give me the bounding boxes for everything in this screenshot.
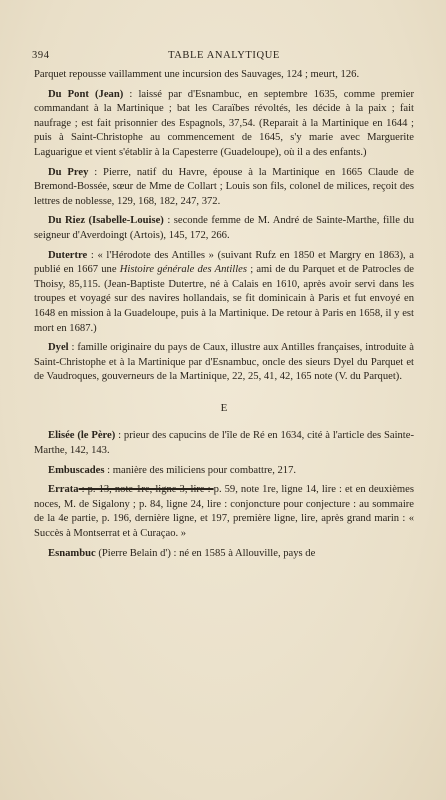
entry-text: : « l'Hérodote des Antilles » (suivant Rufz en 1850 et Margry en 1863), a publié en 1667 une <box>34 249 414 276</box>
page-header <box>32 50 416 64</box>
index-entry-dutertre <box>34 249 414 337</box>
struck-text: : p. 13, note 1re, ligne 3, lire : <box>78 484 214 496</box>
entry-italic-title: Histoire générale des Antilles <box>119 264 248 276</box>
index-entry-dyel <box>34 341 414 385</box>
entry-text: (Pierre Belain d') : né en 1585 à Allouville, pays de <box>95 547 316 559</box>
index-entry-du-prey <box>34 166 414 210</box>
entry-text: : famille originaire du pays de Caux, illustre aux Antilles françaises, introduite à Saint-Christophe et à la Martinique par d'Esnambuc, oncle des sieurs Dyel du Parquet et de Vaudroques, gouverneurs de la Martinique, 22, 25, 41, 42, 165 note (V. du Parquet). <box>34 342 414 383</box>
entry-text: : manière des miliciens pour combattre, 217. <box>104 464 297 476</box>
entry-headword: Embuscades <box>48 464 105 476</box>
index-entry-elisee <box>34 429 414 458</box>
index-entry-du-pont <box>34 88 414 161</box>
entry-headword: Dutertre <box>48 249 88 261</box>
entry-headword: Esnambuc <box>48 547 96 559</box>
index-entry-errata <box>34 483 414 541</box>
entry-text: : prieur des capucins de l'île de Ré en 1634, cité à l'article des Sainte-Marthe, 142, 143. <box>34 430 414 457</box>
index-entry-du-riez <box>34 214 414 243</box>
running-head: TABLE ANALYTIQUE <box>168 50 280 61</box>
index-entry-embuscades <box>34 464 414 479</box>
index-entry-esnambuc <box>34 547 414 562</box>
entry-text: : laissé par d'Esnambuc, en septembre 1635, comme premier commandant à la Martinique ; bat les Caraïbes révoltés, les décide à la paix ; fait naufrage ; est fait prisonnier des Espagnols, 37,54. (Reparait à la Martinique en 1644 ; puis à Saint-Christophe au commencement de 1645, s'y marie avec Marguerite Laguarigue et vient s'établir à la Capesterre (Guadeloupe), où il a des enfants.) <box>34 88 414 158</box>
entry-headword: Elisée (le Père) <box>48 430 116 442</box>
entry-headword: Dyel <box>48 342 69 354</box>
page-number: 394 <box>32 50 50 61</box>
section-letter: E <box>220 401 228 414</box>
entry-headword: Du Prey <box>48 166 89 178</box>
entry-text: p. 59, note 1re, ligne 14, lire : et en deuxièmes noces, M. de Sigalony ; p. 84, ligne 24, lire : conjoncture pour conjecture : au sommaire de la 4e partie, p. 196, dernière ligne, et 197, première ligne, lire, après grand marin : « Succès à Montserrat et à Curaçao. » <box>34 484 414 540</box>
entry-text: : Pierre, natif du Havre, épouse à la Martinique en 1665 Claude de Bremond-Bossée, sœur de Mme de Collart ; Louis son fils, colonel de milices, reçoit des lettres de noblesse, 129, 168, 182, 247, 372. <box>34 166 414 207</box>
entry-headword: Errata <box>48 484 79 496</box>
entry-text: ; ami de du Parquet et de Patrocles de Thoisy, 85,115. (Jean-Baptiste Dutertre, né à Calais en 1610, après avoir servi dans les troupes et voyagé sur des navires hollandais, se fit dominicain à Paris et fut envoyé en 1648 en mission à la Guadeloupe, puis à la Martinique. De retour à Paris en 1658, il y est mort en 1687.) <box>34 264 415 334</box>
entry-text: : seconde femme de M. André de Sainte-Marthe, fille du seigneur d'Averdoingt (Artois), 145, 172, 266. <box>34 215 414 241</box>
index-body <box>34 68 414 566</box>
entry-headword: Du Pont (Jean) <box>48 88 124 100</box>
index-entry-continuation: Parquet repousse vaillamment une incursion des Sauvages, 124 ; meurt, 126. <box>34 69 360 80</box>
entry-headword: Du Riez (Isabelle-Louise) <box>48 215 164 227</box>
